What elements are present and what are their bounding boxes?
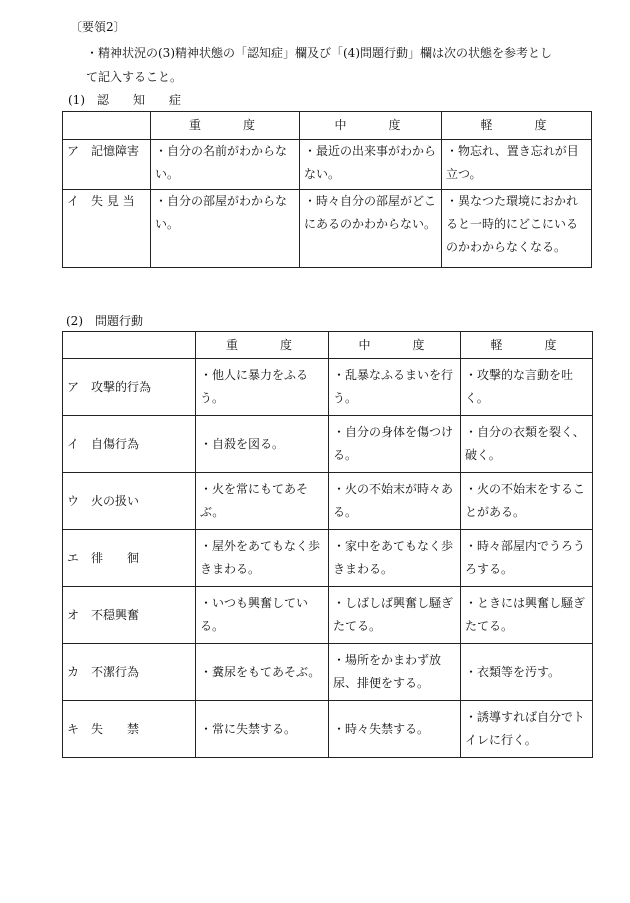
table-row (63, 701, 593, 758)
header-cell: 中 度 (329, 332, 461, 359)
table-row (63, 416, 593, 473)
table-cell: ・最近の出来事がわからない。 (300, 140, 442, 190)
table-cell: ・糞尿をもてあそぶ。 (196, 644, 329, 701)
header-cell (63, 332, 196, 359)
header-cell: 軽 度 (461, 332, 593, 359)
table-row (63, 530, 593, 587)
table-row (63, 190, 592, 268)
table-cell: ・時々失禁する。 (329, 701, 461, 758)
instruction-note: ・精神状況の(3)精神状態の「認知症」欄及び「(4)問題行動」欄は次の状態を参考として記入すること。 (86, 46, 552, 84)
table-cell: ・異なつた環境におかれると一時的にどこにいるのかわからなくなる。 (442, 190, 592, 268)
table-cell: ・常に失禁する。 (196, 701, 329, 758)
dementia-table (62, 111, 592, 268)
table-row (63, 644, 593, 701)
table-cell: ・火の不始末をすることがある。 (461, 473, 593, 530)
header-cell: 重 度 (196, 332, 329, 359)
table-row (63, 473, 593, 530)
table-cell: ・誘導すれば自分でトイレに行く。 (461, 701, 593, 758)
row-label: エ 徘 徊 (63, 530, 196, 587)
table-header-row (63, 112, 592, 140)
behavior-section-title: (2) 問題行動 (66, 314, 143, 328)
header-cell (63, 112, 151, 140)
row-label: ア 攻撃的行為 (63, 359, 196, 416)
table-cell: ・自分の部屋がわからない。 (151, 190, 300, 268)
row-label: キ 失 禁 (63, 701, 196, 758)
table-cell: ・家中をあてもなく歩きまわる。 (329, 530, 461, 587)
table-cell: ・攻撃的な言動を吐く。 (461, 359, 593, 416)
table-cell: ・場所をかまわず放尿、排便をする。 (329, 644, 461, 701)
row-label: イ 自傷行為 (63, 416, 196, 473)
table-row (63, 587, 593, 644)
table-cell: ・物忘れ、置き忘れが目立つ。 (442, 140, 592, 190)
table-row (63, 359, 593, 416)
table-cell: ・しばしば興奮し騒ぎたてる。 (329, 587, 461, 644)
header-cell: 軽 度 (442, 112, 592, 140)
row-label: オ 不穏興奮 (63, 587, 196, 644)
table-cell: ・自分の衣類を裂く、破く。 (461, 416, 593, 473)
table-cell: ・自分の名前がわからない。 (151, 140, 300, 190)
table-cell: ・衣類等を汚す。 (461, 644, 593, 701)
row-label: ウ 火の扱い (63, 473, 196, 530)
table-cell: ・自分の身体を傷つける。 (329, 416, 461, 473)
dementia-section-title: (1) 認 知 症 (68, 93, 181, 107)
section-heading: 〔要領2〕 (70, 20, 126, 34)
table-cell: ・乱暴なふるまいを行う。 (329, 359, 461, 416)
table-header-row (63, 332, 593, 359)
table-cell: ・他人に暴力をふるう。 (196, 359, 329, 416)
row-label: カ 不潔行為 (63, 644, 196, 701)
row-label: イ 失 見 当 (63, 190, 151, 268)
table-cell: ・屋外をあてもなく歩きまわる。 (196, 530, 329, 587)
table-cell: ・自殺を図る。 (196, 416, 329, 473)
header-cell: 重 度 (151, 112, 300, 140)
table-cell: ・いつも興奮している。 (196, 587, 329, 644)
table-cell: ・火を常にもてあそぶ。 (196, 473, 329, 530)
behavior-table (62, 331, 593, 758)
table-row (63, 140, 592, 190)
table-cell: ・時々自分の部屋がどこにあるのかわからない。 (300, 190, 442, 268)
table-cell: ・時々部屋内でうろうろする。 (461, 530, 593, 587)
table-cell: ・火の不始末が時々ある。 (329, 473, 461, 530)
row-label: ア 記憶障害 (63, 140, 151, 190)
header-cell: 中 度 (300, 112, 442, 140)
table-cell: ・ときには興奮し騒ぎたてる。 (461, 587, 593, 644)
